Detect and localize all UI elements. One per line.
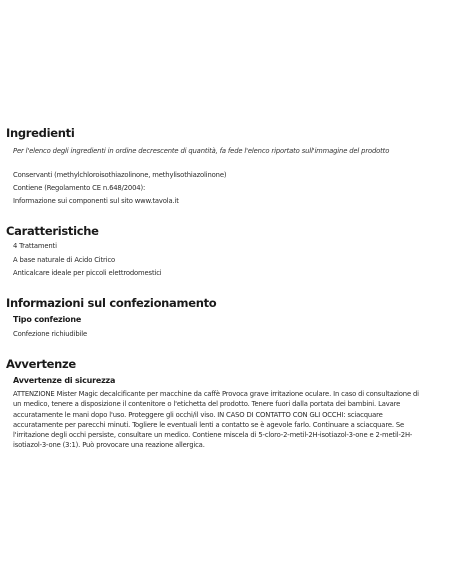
ingredienti-line-informazione: Informazione sui componenti sul sito www.tavola.it [13, 197, 179, 205]
avvertenze-line: l'irritazione degli occhi persiste, consultare un medico. Contiene miscela di 5-cloro-2-metil-2H-isotiazol-3-one e 2-metil-2H- [13, 431, 413, 440]
avvertenze-line: ATTENZIONE Mister Magic decalcificante per macchine da caffè Provoca grave irritazione oculare. In caso di consultazione di [13, 390, 419, 398]
caratteristiche-line-trattamenti: 4 Trattamenti [13, 242, 57, 250]
caratteristiche-line-anticalcare: Anticalcare ideale per piccoli elettrodomestici [13, 269, 162, 277]
avvertenze-line: accuratamente per parecchi minuti. Togliere le eventuali lenti a contatto se è agevole farlo. Continuare a sciacquare. Se [13, 420, 405, 429]
avvertenze-sicurezza-label: Avvertenze di sicurezza [13, 376, 116, 385]
caratteristiche-line-acido-citrico: A base naturale di Acido Citrico [13, 256, 116, 264]
ingredienti-line-contiene: Contiene (Regolamento CE n.648/2004): [13, 184, 146, 192]
avvertenze-heading: Avvertenze [6, 357, 76, 371]
confezionamento-heading: Informazioni sul confezionamento [6, 296, 217, 310]
avvertenze-line: accuratamente le mani dopo l'uso. Proteggere gli occhi/il viso. IN CASO DI CONTATTO CON GLI OCCHI: sciacquare [13, 410, 383, 419]
tipo-confezione-label: Tipo confezione [13, 315, 82, 324]
ingredienti-heading: Ingredienti [6, 126, 75, 140]
tipo-confezione-value: Confezione richiudibile [13, 330, 88, 338]
ingredienti-note: Per l'elenco degli ingredienti in ordine decrescente di quantità, fa fede l'elenco riportato sull'immagine del prodotto [13, 147, 390, 155]
avvertenze-line: isotiazol-3-one (3:1). Può provocare una reazione allergica. [13, 441, 205, 450]
avvertenze-line: un medico, tenere a disposizione il contenitore o l'etichetta del prodotto. Tenere fuori dalla portata dei bambini. Lavare [13, 400, 401, 409]
avvertenze-sicurezza-text [13, 389, 445, 451]
ingredienti-line-conservanti: Conservanti (methylchloroisothiazolinone, methylisothiazolinone) [13, 171, 227, 179]
caratteristiche-heading: Caratteristiche [6, 224, 99, 238]
